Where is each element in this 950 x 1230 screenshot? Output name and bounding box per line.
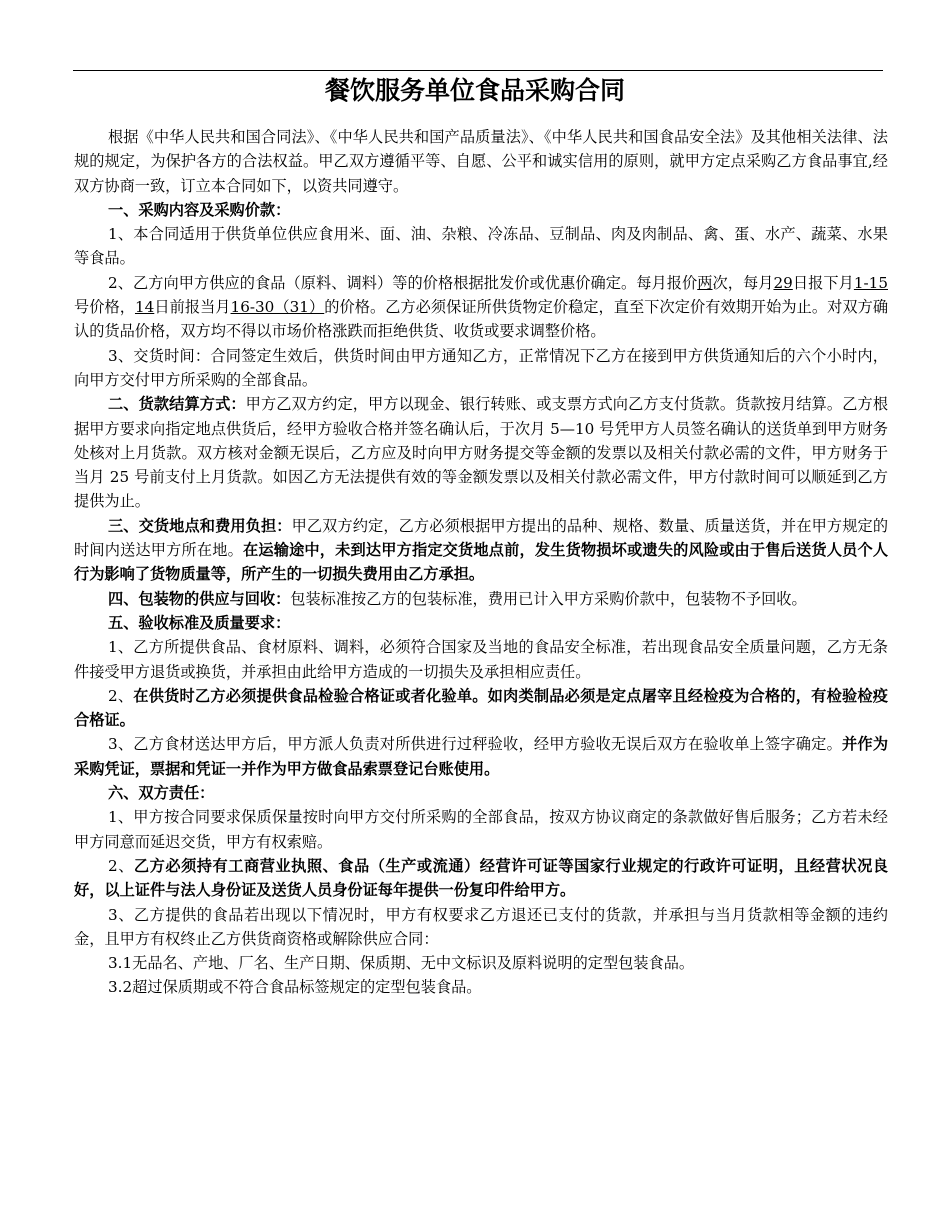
section-6-clause-3-1: 3.1无品名、产地、厂名、生产日期、保质期、无中文标识及原料说明的定型包装食品。 [108, 954, 695, 973]
quote-day-2: 14 [134, 298, 155, 317]
section-4-text: 包装标准按乙方的包装标准，费用已计入甲方采购价款中，包装物不予回收。 [290, 589, 807, 608]
price-range-1: 1-15 [853, 273, 888, 292]
section-4-heading: 四、包装物的供应与回收： [108, 589, 291, 608]
clause-text: 号价格， [74, 298, 135, 317]
clause-text: 次，每月 [712, 273, 774, 292]
section-3-text: 甲乙双方约定，乙方必须根据甲方提出的品种、规格、数量、质量送货，并在甲方规定的时间内送达甲方所在地。 [74, 516, 889, 560]
section-1-heading: 一、采购内容及采购价款： [108, 200, 291, 219]
section-6-clause-3-2: 3.2超过保质期或不符合食品标签规定的定型包装食品。 [108, 978, 482, 997]
contract-body [74, 125, 888, 1000]
clause-number: 2、 [108, 686, 134, 705]
section-2-paragraph [74, 392, 888, 513]
section-2-heading: 二、货款结算方式： [108, 395, 246, 414]
section-3-paragraph [74, 514, 888, 587]
section-6-clause-2 [74, 854, 888, 903]
clause-bold-text: 乙方必须持有工商营业执照、食品（生产或流通）经营许可证等国家行业规定的行政许可证明，且经营状况良好，以上证件与法人身份证及送货人员身份证每年提供一份复印件给甲方。 [74, 856, 888, 900]
quote-count: 两 [697, 273, 713, 292]
clause-bold-text: 在供货时乙方必须提供食品检验合格证或者化验单。如肉类制品必须是定点屠宰且经检疫为合格的，有检验检疫合格证。 [74, 686, 888, 730]
section-1-clause-1: 1、本合同适用于供货单位供应食用米、面、油、杂粮、冷冻品、豆制品、肉及肉制品、禽、蛋、水产、蔬菜、水果等食品。 [74, 225, 888, 268]
section-5-clause-3 [74, 732, 888, 781]
clause-text: 日报下月 [792, 273, 854, 292]
intro-paragraph: 根据《中华人民共和国合同法》、《中华人民共和国产品质量法》、《中华人民共和国食品安全法》及其他相关法律、法规的规定，为保护各方的合法权益。甲乙双方遵循平等、自愿、公平和诚实信用的原则，就甲方定点采购乙方食品事宜,经双方协商一致，订立本合同如下，以资共同遵守。 [74, 128, 888, 195]
section-6-heading: 六、双方责任： [108, 784, 215, 803]
price-range-2: 16-30（31） [230, 298, 325, 317]
clause-text: 3、乙方食材送达甲方后，甲方派人负责对所供进行过秤验收，经甲方验收无误后双方在验收单上签字确定。 [108, 735, 842, 754]
clause-text: 日前报当月 [154, 298, 231, 317]
section-3-bold-text: 在运输途中，未到达甲方指定交货地点前，发生货物损坏或遗失的风险或由于售后送货人员个人行为影响了货物质量等，所产生的一切损失费用由乙方承担。 [74, 541, 889, 584]
clause-bold-text: 并作为采购凭证，票据和凭证一并作为甲方做食品索票登记台账使用。 [74, 735, 889, 778]
clause-number: 2、 [108, 856, 134, 875]
page-title: 餐饮服务单位食品采购合同 [324, 76, 625, 105]
section-1-clause-3: 3、交货时间：合同签定生效后，供货时间由甲方通知乙方，正常情况下乙方在接到甲方供货通知后的六个小时内，向甲方交付甲方所采购的全部食品。 [74, 346, 888, 389]
section-4-paragraph [74, 587, 888, 611]
section-5-heading: 五、验收标准及质量要求： [108, 613, 291, 632]
clause-text: 的价格。乙方必须保证所供货物定价稳定，直至下次定价有效期开始为止。对双方确认的货品价格，双方均不得以市场价格涨跌而拒绝供货、收货或要求调整价格。 [74, 298, 889, 341]
section-6-clause-3: 3、乙方提供的食品若出现以下情况时，甲方有权要求乙方退还已支付的货款，并承担与当月货款相等金额的违约金，且甲方有权终止乙方供货商资格或解除供应合同： [74, 905, 888, 948]
quote-day-1: 29 [773, 273, 793, 292]
header-rule [73, 70, 883, 71]
section-6-clause-1: 1、甲方按合同要求保质保量按时向甲方交付所采购的全部食品，按双方协议商定的条款做好售后服务；乙方若未经甲方同意而延迟交货，甲方有权索赔。 [74, 808, 888, 851]
section-1-clause-2 [74, 271, 888, 344]
section-5-clause-2 [74, 684, 888, 733]
section-2-text: 甲方乙双方约定，甲方以现金、银行转账、或支票方式向乙方支付货款。货款按月结算。乙方根据甲方要求向指定地点供货后，经甲方验收合格并签名确认后，于次月 5—10 号凭甲方人员签名确认的送货单到甲方财务处核对上月货款。双方核对金额无误后，乙方应及时向甲方财务提交等金额的发票以及相关付款必需的文件，甲方财务于当月 25 号前支付上月货款。如因乙方无法提供有效的等金额发票以及相关付款必需文件，甲方付款时间可以顺延到乙方提供为止。 [74, 395, 889, 511]
clause-text: 2、乙方向甲方供应的食品（原料、调料）等的价格根据批发价或优惠价确定。每月报价 [108, 273, 698, 292]
section-5-clause-1: 1、乙方所提供食品、食材原料、调料，必须符合国家及当地的食品安全标准，若出现食品安全质量问题，乙方无条件接受甲方退货或换货，并承担由此给甲方造成的一切损失及承担相应责任。 [74, 638, 888, 681]
section-3-heading: 三、交货地点和费用负担： [108, 516, 292, 535]
